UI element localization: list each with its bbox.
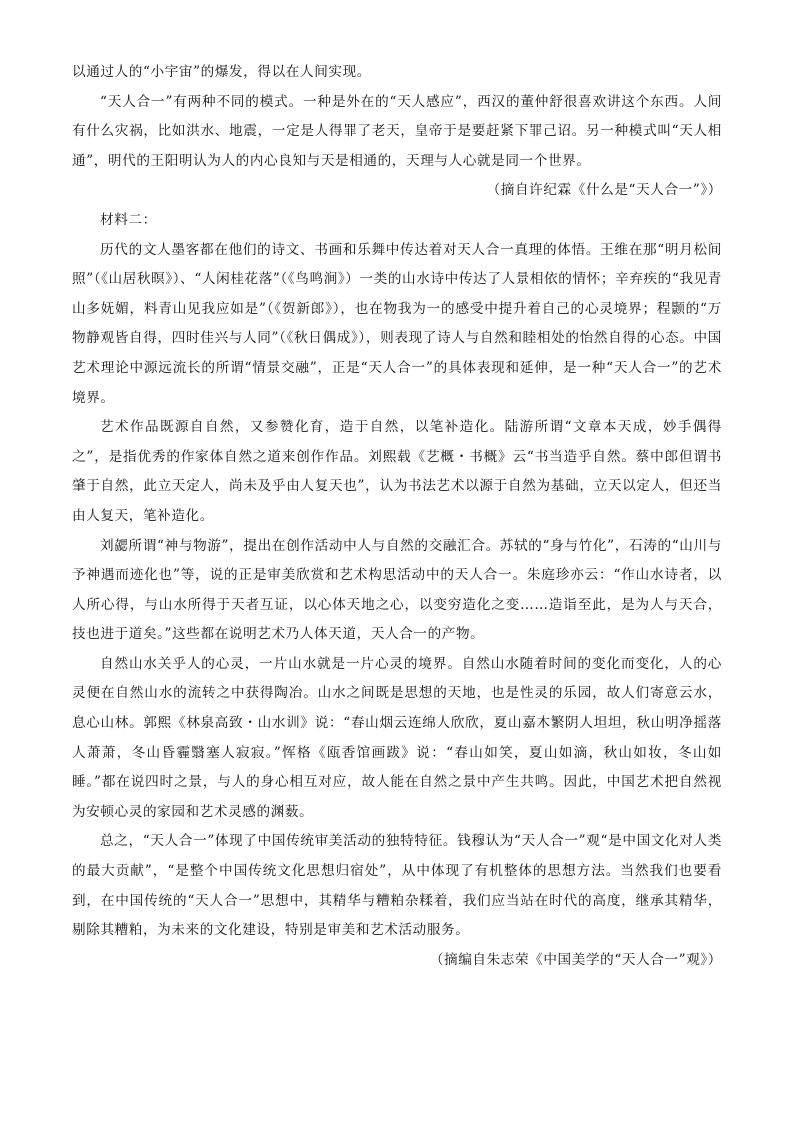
paragraph-art-nature: 艺术作品既源自自然，又参赞化育，造于自然，以笔补造化。陆游所谓“文章本天成，妙手偶得之”，是指优秀的作家体自然之道来创作作品。刘熙载《艺概・书概》云“书当造乎自然。蔡中郎但谓书肇于自然，此立天定人，尚未及乎由人复天也”，认为书法艺术以源于自然为基础，立天以定人，但还当由人复天，笔补造化。 <box>72 419 722 524</box>
paragraph-landscape-soul: 自然山水关乎人的心灵，一片山水就是一片心灵的境界。自然山水随着时间的变化而变化，人的心灵便在自然山水的流转之中获得陶冶。山水之间既是思想的天地，也是性灵的乐园，故人们寄意云水，息心山林。郭熙《林泉高致・山水训》说：“春山烟云连绵人欣欣，夏山嘉木繁阴人坦坦，秋山明净摇落人萧萧，冬山昏霾翳塞人寂寂。”恽格《瓯香馆画跋》说：“春山如笑，夏山如滴，秋山如妆，冬山如睡。”都在说四时之景，与人的身心相互对应，故人能在自然之景中产生共鸣。因此，中国艺术把自然视为安顿心灵的家园和艺术灵感的渊薮。 <box>72 655 722 820</box>
paragraph-spirit-wandering: 刘勰所谓“神与物游”，提出在创作活动中人与自然的交融汇合。苏轼的“身与竹化”，石涛的“山川与予神遇而迹化也”等，说的正是审美欣赏和艺术构思活动中的天人合一。朱庭珍亦云：“作山水诗者，以人所心得，与山水所得于天者互证，以心体天地之心，以变穷造化之变……造诣至此，是为人与天合，技也进于道矣。”这些都在说明艺术乃人体天道，天人合一的产物。 <box>72 537 722 643</box>
source-citation-2: （摘编自朱志荣《中国美学的“天人合一”观》） <box>429 951 722 968</box>
document-page <box>72 58 722 975</box>
paragraph-conclusion: 总之，“天人合一”体现了中国传统审美活动的独特特征。钱穆认为“天人合一”观“是中国文化对人类的最大贡献”，“是整个中国传统文化思想归宿处”，从中体现了有机整体的思想方法。当然我们也要看到，在中国传统的“天人合一”思想中，其精华与糟粕杂糅着，我们应当站在时代的高度，继承其精华，剔除其糟粕，为未来的文化建设，特别是审美和艺术活动服务。 <box>72 833 722 939</box>
source-citation-1: （摘自许纪霖《什么是“天人合一”》） <box>486 182 722 199</box>
paragraph-two-modes: “天人合一”有两种不同的模式。一种是外在的“天人感应”，西汉的董仲舒很喜欢讲这个东西。人间有什么灾祸，比如洪水、地震，一定是人得罪了老天，皇帝于是要赶紧下罪己诏。另一种模式叫“天人相通”，明代的王阳明认为人的内心良知与天是相通的，天理与人心就是同一个世界。 <box>72 93 722 169</box>
paragraph-literati: 历代的文人墨客都在他们的诗文、书画和乐舞中传达着对天人合一真理的体悟。王维在那“明月松间照”（《山居秋暝》）、“人闲桂花落”（《鸟鸣涧》）一类的山水诗中传达了人景相依的情怀；辛弃疾的“我见青山多妩媚，料青山见我应如是”（《贺新郎》），也在物我为一的感受中提升着自己的心灵境界；程颢的“万物静观皆自得，四时佳兴与人同”（《秋日偶成》），则表现了诗人与自然和睦相处的怡然自得的心态。中国艺术理论中源远流长的所谓“情景交融”，正是“天人合一”的具体表现和延伸，是一种“天人合一”的艺术境界。 <box>72 241 722 406</box>
material-two-heading: 材料二： <box>100 211 157 228</box>
paragraph-continuation: 以通过人的“小宇宙”的爆发，得以在人间实现。 <box>72 64 371 80</box>
